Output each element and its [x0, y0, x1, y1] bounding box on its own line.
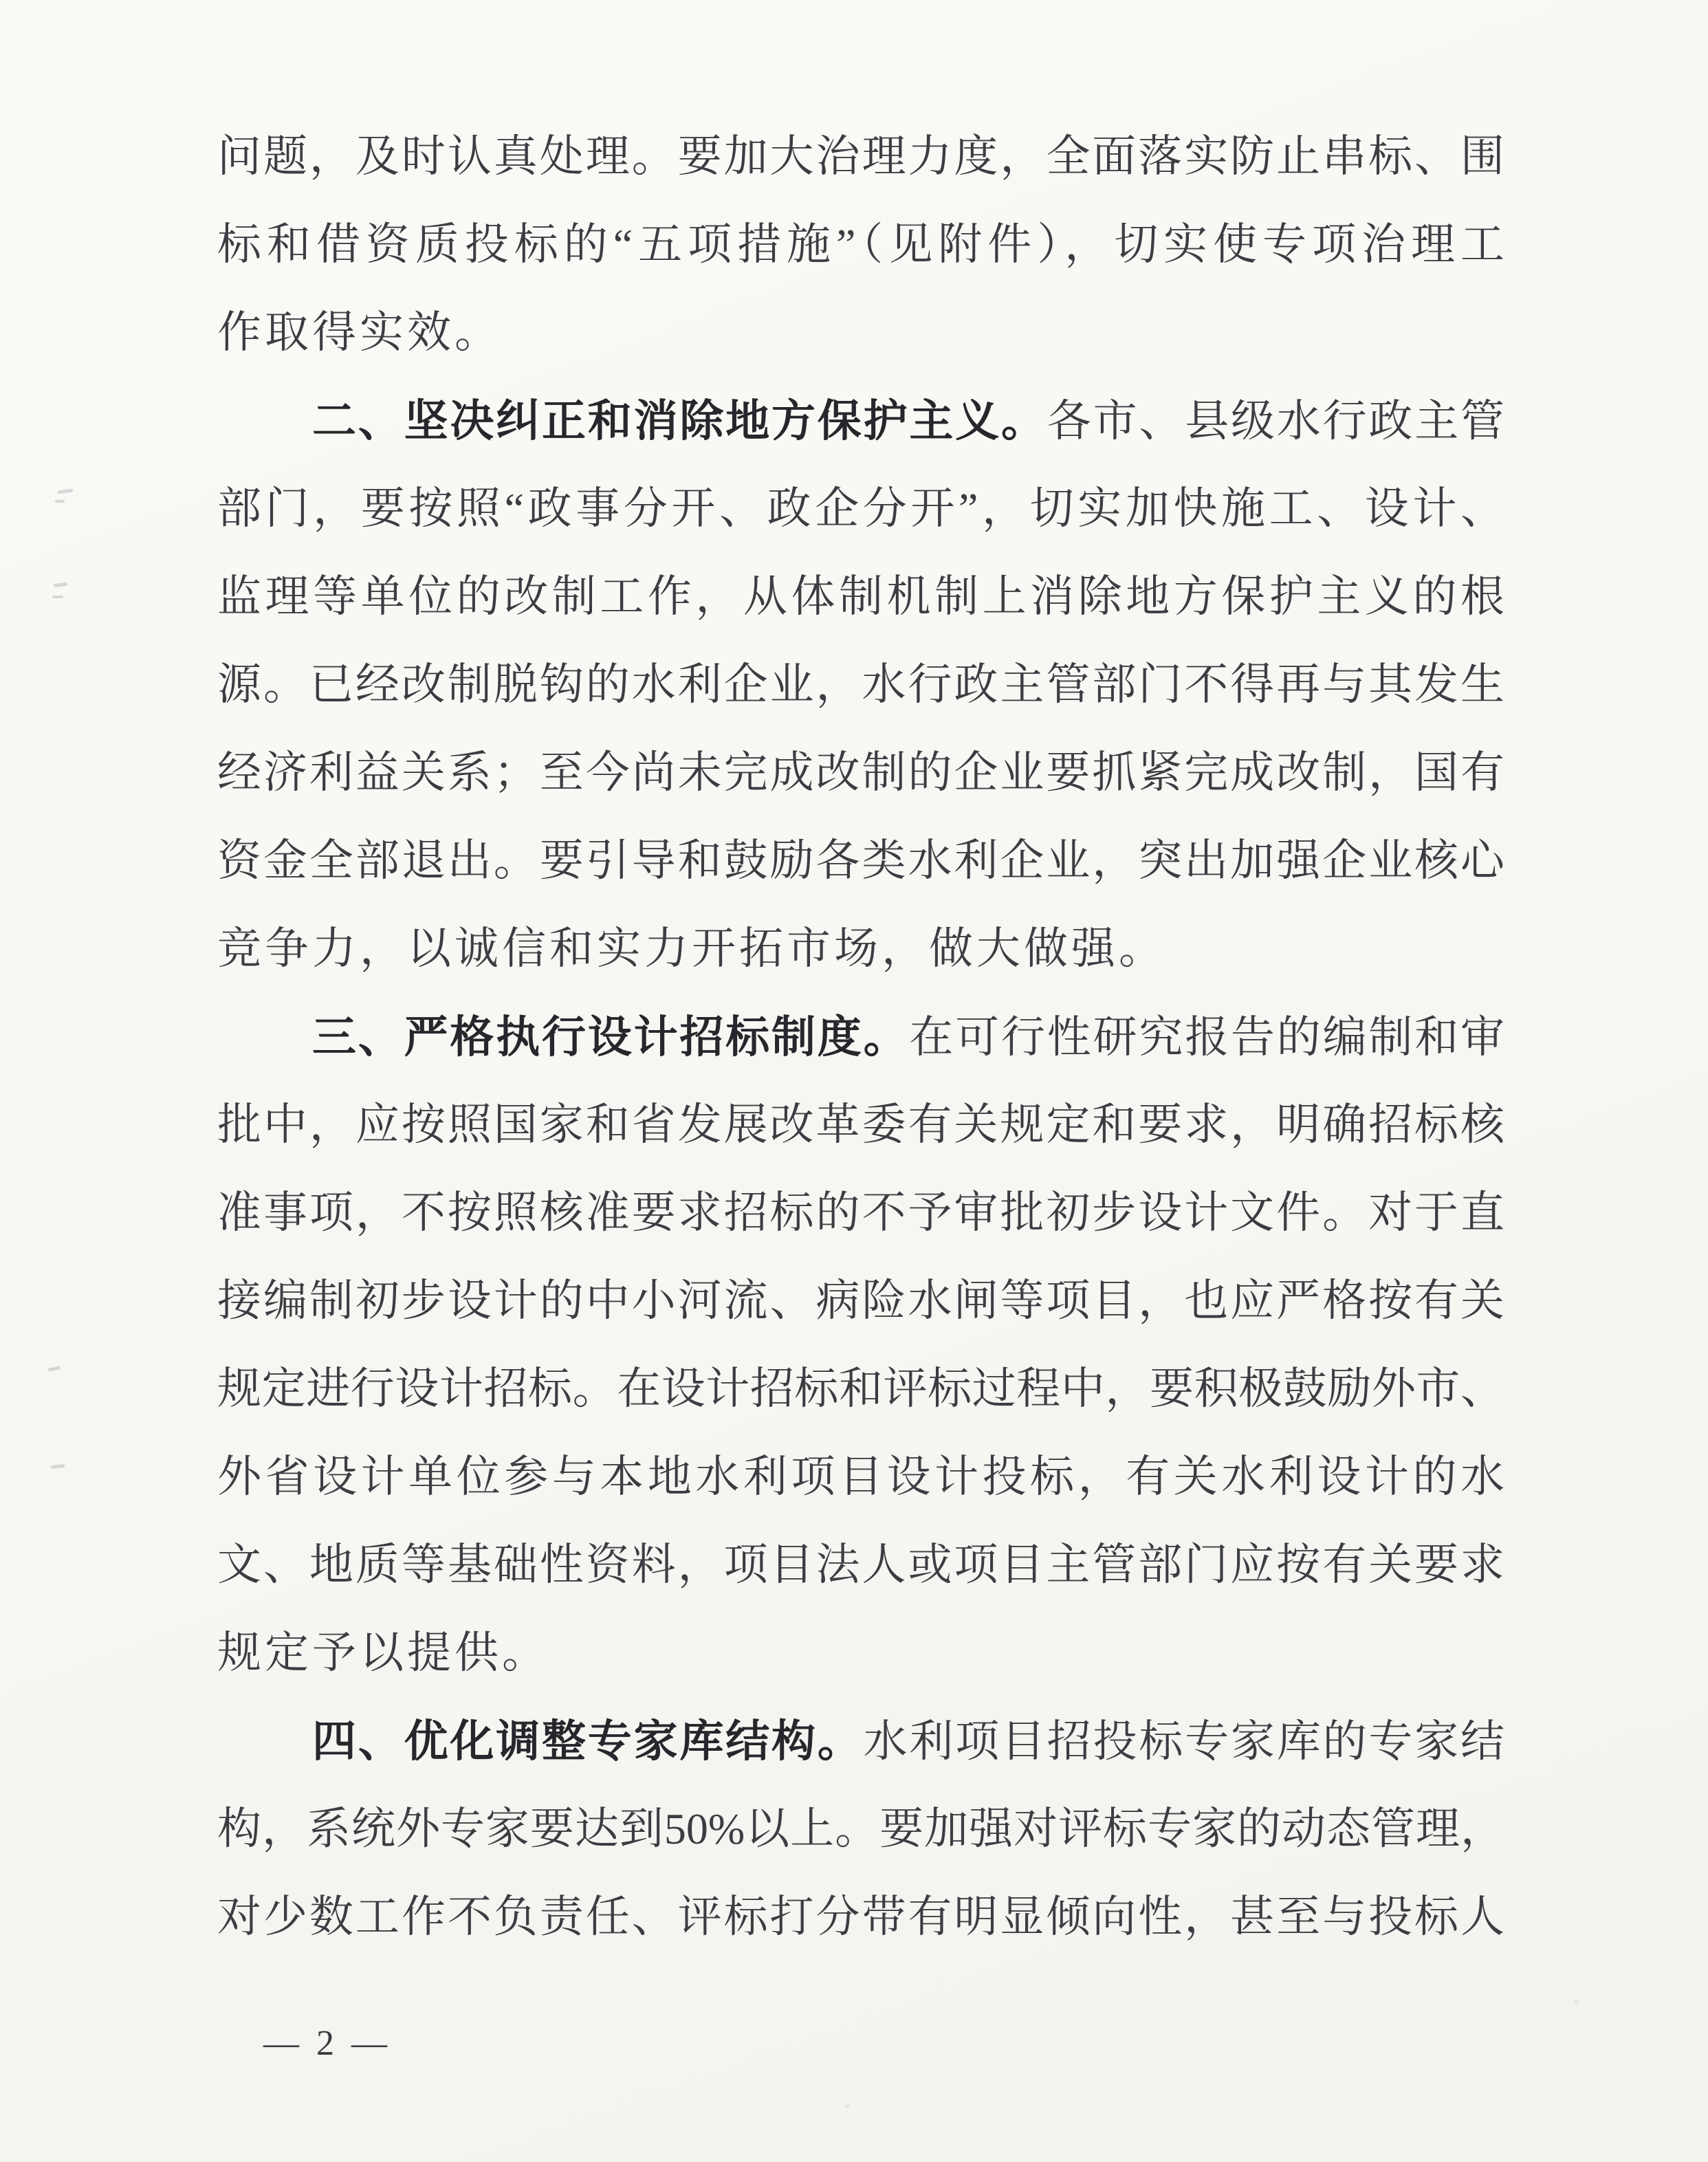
section-heading: 二、坚决纠正和消除地方保护主义。 [312, 396, 1047, 446]
paragraph [217, 377, 1504, 993]
body-text: 文、地质等基础性资料，项目法人或项目主管部门应按有关要求 [217, 1540, 1504, 1589]
scan-speck [1573, 2000, 1579, 2004]
body-text: 源。已经改制脱钩的水利企业，水行政主管部门不得再与其发生 [217, 660, 1504, 709]
body-text: 规定进行设计招标。在设计招标和评标过程中，要积极鼓励外市、 [217, 1364, 1504, 1413]
text-line [217, 993, 1504, 1081]
scan-speck [55, 500, 65, 503]
scan-speck [844, 2104, 850, 2108]
text-line [217, 1785, 1504, 1873]
text-line [217, 201, 1504, 289]
scan-speck [52, 596, 63, 598]
text-line [217, 1697, 1504, 1785]
body-text: 资金全部退出。要引导和鼓励各类水利企业，突出加强企业核心 [217, 836, 1504, 885]
text-line [217, 1169, 1504, 1257]
body-text: 标和借资质投标的“五项措施”（见附件），切实使专项治理工 [217, 220, 1504, 269]
body-text: 问题，及时认真处理。要加大治理力度，全面落实防止串标、围 [217, 132, 1504, 181]
text-line [217, 465, 1504, 553]
section-heading: 三、严格执行设计招标制度。 [312, 1012, 910, 1062]
text-line [217, 817, 1504, 905]
section-heading: 四、优化调整专家库结构。 [312, 1716, 864, 1766]
paragraph [217, 113, 1504, 377]
body-text: 竞争力，以诚信和实力开拓市场，做大做强。 [217, 924, 1166, 973]
body-text: 对少数工作不负责任、评标打分带有明显倾向性，甚至与投标人 [217, 1892, 1504, 1941]
text-line [217, 1433, 1504, 1521]
body-text: 规定予以提供。 [217, 1628, 549, 1677]
text-line [217, 1609, 1504, 1697]
text-line [217, 553, 1504, 641]
text-line [217, 113, 1504, 201]
page-number: — 2 — [263, 2024, 391, 2063]
body-text: 在可行性研究报告的编制和审 [909, 1013, 1505, 1062]
body-text: 经济利益关系；至今尚未完成改制的企业要抓紧完成改制，国有 [217, 748, 1504, 797]
body-text: 准事项，不按照核准要求招标的不予审批初步设计文件。对于直 [217, 1188, 1504, 1237]
body-text: 作取得实效。 [217, 308, 502, 357]
document-body [217, 113, 1504, 1961]
text-line [217, 289, 1504, 377]
body-text: 接编制初步设计的中小河流、病险水闸等项目，也应严格按有关 [217, 1276, 1504, 1325]
scan-speck [54, 582, 67, 587]
text-line [217, 1081, 1504, 1169]
scan-speck [48, 1366, 61, 1371]
text-line [217, 729, 1504, 817]
body-text: 批中，应按照国家和省发展改革委有关规定和要求，明确招标核 [217, 1100, 1504, 1149]
text-line [217, 1345, 1504, 1433]
scan-speck [58, 488, 73, 494]
text-line [217, 1873, 1504, 1961]
body-text: 构，系统外专家要达到50%以上。要加强对评标专家的动态管理， [217, 1804, 1504, 1853]
body-text: 各市、县级水行政主管 [1047, 397, 1505, 446]
body-text: 部门，要按照“政事分开、政企分开”，切实加快施工、设计、 [217, 484, 1504, 533]
text-line [217, 905, 1504, 993]
body-text: 监理等单位的改制工作，从体制机制上消除地方保护主义的根 [217, 572, 1504, 621]
scan-speck [51, 1464, 65, 1469]
body-text: 水利项目招投标专家库的专家结 [863, 1717, 1505, 1766]
paragraph [217, 993, 1504, 1697]
text-line [217, 641, 1504, 729]
text-line [217, 1521, 1504, 1609]
paragraph [217, 1697, 1504, 1961]
text-line [217, 1257, 1504, 1345]
body-text: 外省设计单位参与本地水利项目设计投标，有关水利设计的水 [217, 1452, 1504, 1501]
text-line [217, 377, 1504, 465]
